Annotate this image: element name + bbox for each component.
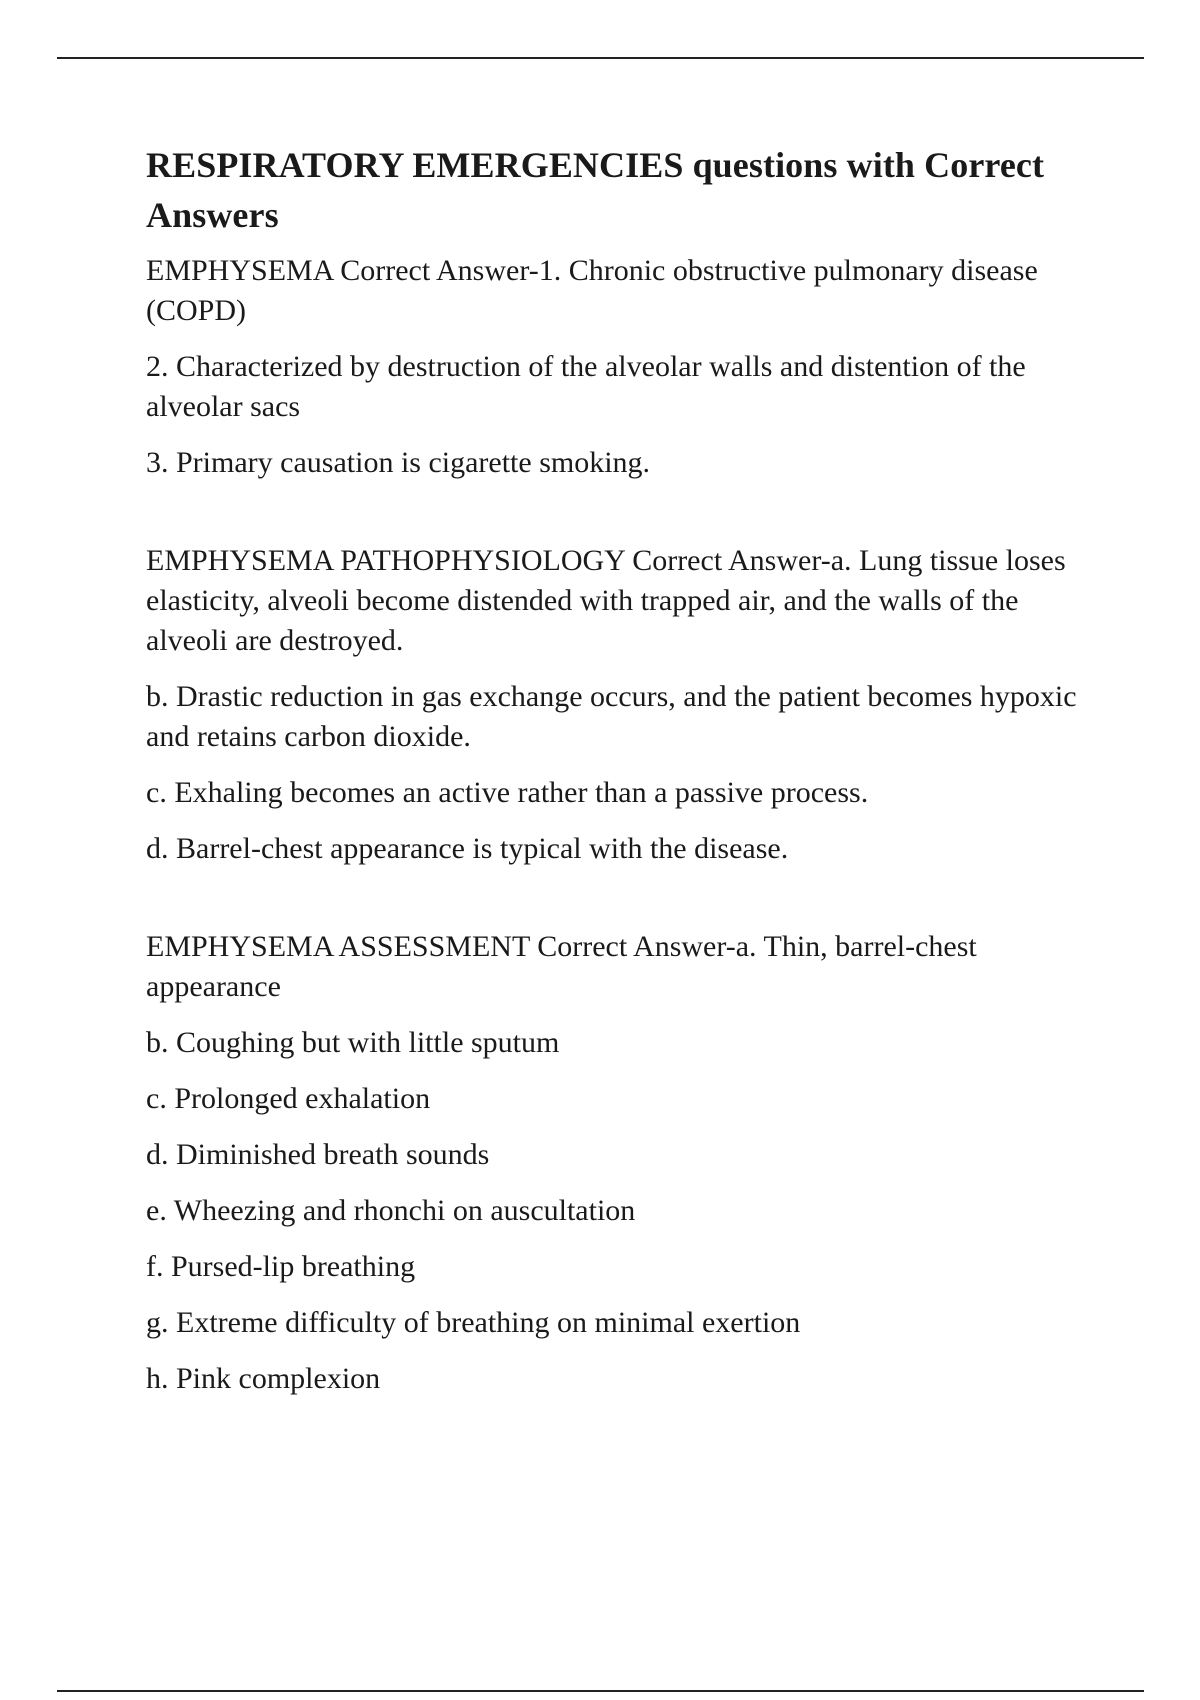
answer-paragraph: 2. Characterized by destruction of the alveolar walls and distention of the alveolar sacs bbox=[146, 350, 1026, 423]
answer-paragraph: c. Exhaling becomes an active rather than a passive process. bbox=[146, 776, 869, 809]
answer-paragraph: h. Pink complexion bbox=[146, 1362, 381, 1395]
answer-paragraph: d. Diminished breath sounds bbox=[146, 1138, 490, 1171]
qa-emphysema-assessment bbox=[146, 927, 1106, 1399]
answer-paragraph: f. Pursed-lip breathing bbox=[146, 1250, 416, 1283]
document-body bbox=[146, 140, 1106, 1415]
answer-paragraph: e. Wheezing and rhonchi on auscultation bbox=[146, 1194, 636, 1227]
answer-paragraph: EMPHYSEMA Correct Answer-1. Chronic obstructive pulmonary disease (COPD) bbox=[146, 254, 1038, 327]
header-rule bbox=[57, 57, 1144, 59]
document-title: RESPIRATORY EMERGENCIES questions with Correct Answers bbox=[146, 145, 1045, 235]
answer-paragraph: b. Drastic reduction in gas exchange occurs, and the patient becomes hypoxic and retains carbon dioxide. bbox=[146, 680, 1077, 753]
answer-paragraph: g. Extreme difficulty of breathing on minimal exertion bbox=[146, 1306, 801, 1339]
answer-paragraph: EMPHYSEMA ASSESSMENT Correct Answer-a. Thin, barrel-chest appearance bbox=[146, 930, 977, 1003]
answer-paragraph: EMPHYSEMA PATHOPHYSIOLOGY Correct Answer-a. Lung tissue loses elasticity, alveoli become distended with trapped air, and the walls of the alveoli are destroyed. bbox=[146, 544, 1066, 657]
answer-paragraph: b. Coughing but with little sputum bbox=[146, 1026, 560, 1059]
footer-rule bbox=[57, 1690, 1144, 1692]
qa-emphysema-pathophysiology bbox=[146, 541, 1106, 869]
answer-paragraph: d. Barrel-chest appearance is typical with the disease. bbox=[146, 832, 789, 865]
answer-paragraph: 3. Primary causation is cigarette smoking. bbox=[146, 446, 651, 479]
answer-paragraph: c. Prolonged exhalation bbox=[146, 1082, 431, 1115]
qa-emphysema bbox=[146, 251, 1106, 483]
